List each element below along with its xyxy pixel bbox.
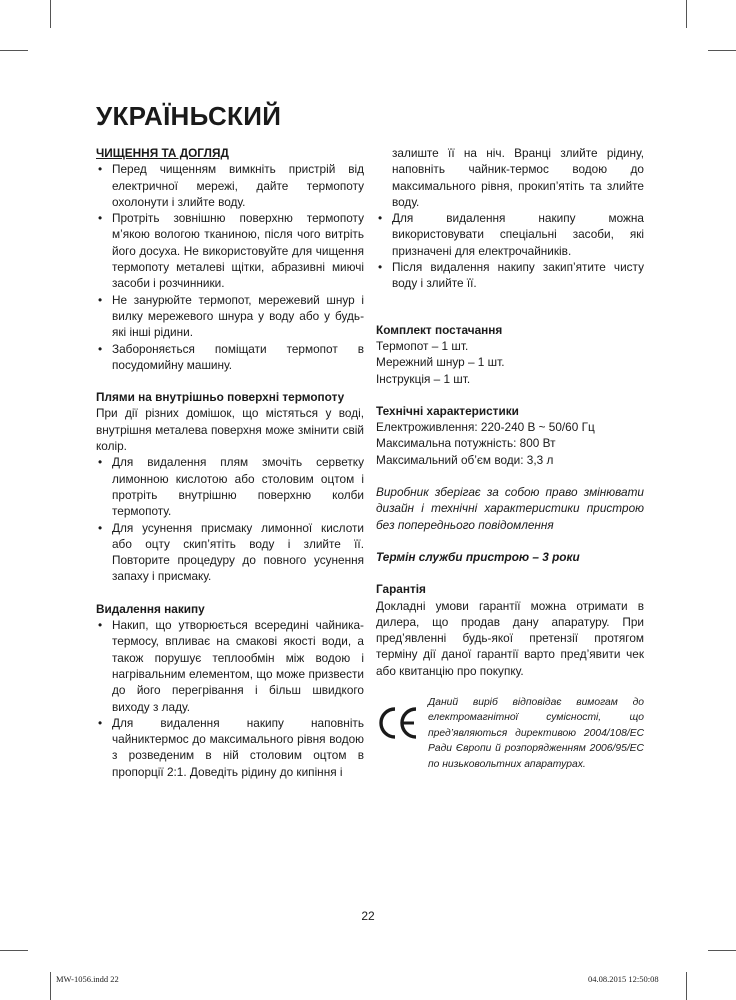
warranty-section bbox=[376, 581, 644, 679]
bullet: • bbox=[98, 618, 103, 633]
bullet: • bbox=[98, 292, 103, 307]
list-item bbox=[376, 210, 644, 259]
list-item bbox=[376, 259, 644, 292]
list-item bbox=[96, 617, 364, 715]
list-item-text: Протріть зовнішню поверхню термопоту м’якою вологою тканиною, після чого витріть його досуха. Не використовуйте для чищення термопоту металеві щітки, абразивні миючі засоби і розчинники. bbox=[112, 211, 364, 291]
package-title: Комплект постачання bbox=[376, 322, 503, 337]
package-line: Мережний шнур – 1 шт. bbox=[376, 355, 505, 370]
package-line: Термопот – 1 шт. bbox=[376, 338, 469, 353]
manufacturer-notice-section bbox=[376, 484, 644, 533]
spec-line: Максимальний об’єм води: 3,3 л bbox=[376, 452, 554, 467]
list-item-text: Для усунення присмаку лимонної кислоти або оцту скип’ятіть воду і злийте її. Повторите процедуру до повного усунення запаху і присмаку. bbox=[112, 520, 364, 584]
left-column bbox=[96, 145, 364, 796]
descaling-continued-text: залиште її на ніч. Вранці злийте рідину, наповніть чайник-термос водою до максимального рівня, прокип’ятіть та злийте воду. bbox=[392, 146, 644, 209]
bullet: • bbox=[98, 162, 103, 177]
stains-list bbox=[96, 454, 364, 584]
stains-title: Плями на внутрішньо поверхні термопоту bbox=[96, 390, 345, 405]
cleaning-section bbox=[96, 145, 364, 373]
spec-line: Максимальна потужність: 800 Вт bbox=[376, 436, 556, 451]
list-item-text: Для видалення накипу можна використовувати спеціальні засоби, які призначені для електрочайників. bbox=[392, 211, 644, 258]
list-item-text: Для видалення накипу наповніть чайниктермос до максимального рівня водою з розведеним в ній столовим оцтом в пропорції 2:1. Доведіть рідину до кипіння і bbox=[112, 715, 364, 779]
specs-title: Технічні характеристики bbox=[376, 403, 519, 418]
crop-mark bbox=[50, 0, 51, 28]
slug-date: 04.08.2015 12:50:08 bbox=[588, 974, 659, 984]
stains-intro: При дії різних домішок, що містяться у воді, внутрішня металева поверхня може змінити свій колір. bbox=[96, 406, 364, 454]
crop-mark bbox=[708, 50, 736, 51]
crop-mark bbox=[686, 0, 687, 28]
spec-line: Електроживлення: 220-240 В ~ 50/60 Гц bbox=[376, 420, 595, 435]
ce-notice-text: Даний виріб відповідає вимогам до електромагнітної сумісності, що пред’являються директивою 2004/108/ЕС Ради Європи й розпорядженням 2006/95/ЕС по низьковольтних апаратурах. bbox=[428, 697, 644, 770]
page-number: 22 bbox=[361, 909, 375, 923]
descaling-list bbox=[96, 617, 364, 780]
list-item-text: Забороняється поміщати термопот в посудомийну машину. bbox=[112, 341, 364, 372]
right-column bbox=[376, 145, 644, 772]
descaling-continued-list bbox=[376, 210, 644, 291]
list-item-text: Перед чищенням вимкніть пристрій від електричної мережі, дайте термопоту охолонути і злийте воду. bbox=[112, 162, 364, 209]
bullet: • bbox=[378, 260, 383, 275]
warranty-text: Докладні умови гарантії можна отримати в дилера, що продав дану апаратуру. При пред’явленні будь-якої претензії протягом терміну дії даної гарантії варто пред’явити чек або квитанцію про покупку. bbox=[376, 598, 644, 678]
descaling-continued bbox=[376, 145, 644, 292]
service-life: Термін служби пристрою – 3 роки bbox=[376, 549, 580, 564]
list-item bbox=[96, 341, 364, 374]
page-title: УКРАЇНЬСКИЙ bbox=[96, 101, 282, 131]
cleaning-title: ЧИЩЕННЯ ТА ДОГЛЯД bbox=[96, 146, 229, 160]
bullet: • bbox=[98, 520, 103, 535]
list-item bbox=[96, 715, 364, 780]
list-item bbox=[96, 210, 364, 291]
list-item bbox=[96, 454, 364, 519]
ce-mark-icon bbox=[376, 705, 420, 741]
crop-mark bbox=[708, 950, 736, 951]
specs-section bbox=[376, 403, 644, 468]
ce-notice-block bbox=[376, 695, 644, 772]
bullet: • bbox=[98, 211, 103, 226]
manufacturer-notice: Виробник зберігає за собою право змінювати дизайн і технічні характеристики пристрою без попереднього повідомлення bbox=[376, 485, 644, 532]
crop-mark bbox=[50, 972, 51, 1000]
descaling-title: Видалення накипу bbox=[96, 601, 205, 616]
service-life-section bbox=[376, 549, 644, 565]
crop-mark bbox=[0, 50, 28, 51]
bullet: • bbox=[98, 715, 103, 730]
list-item-text: Після видалення накипу закип’ятите чисту воду і злийте її. bbox=[392, 260, 644, 291]
warranty-title: Гарантія bbox=[376, 582, 426, 597]
descaling-section bbox=[96, 601, 364, 780]
stains-section bbox=[96, 389, 364, 585]
crop-mark bbox=[686, 972, 687, 1000]
bullet: • bbox=[378, 211, 383, 226]
bullet: • bbox=[98, 341, 103, 356]
list-item-text: Не занурюйте термопот, мережевий шнур і вилку мережевого шнура у воду або у будь-які інші рідини. bbox=[112, 292, 364, 340]
cleaning-list bbox=[96, 161, 364, 373]
list-item-text: Для видалення плям змочіть серветку лимонною кислотою або столовим оцтом і протріть внутрішню поверхню колби термопоту. bbox=[112, 455, 364, 519]
list-item-text: Накип, що утворюється всередині чайника-термосу, впливає на смакові якості води, а також порушує теплообмін між водою і нагрівальним елементом, що може призвести до його перегрівання і більш швидкого виходу з ладу. bbox=[112, 618, 364, 714]
package-section bbox=[376, 322, 644, 387]
list-item bbox=[96, 520, 364, 585]
slug-file: MW-1056.indd 22 bbox=[56, 974, 119, 984]
list-item bbox=[96, 161, 364, 210]
package-line: Інструкція – 1 шт. bbox=[376, 371, 471, 386]
list-item bbox=[96, 292, 364, 341]
bullet: • bbox=[98, 455, 103, 470]
crop-mark bbox=[0, 950, 28, 951]
